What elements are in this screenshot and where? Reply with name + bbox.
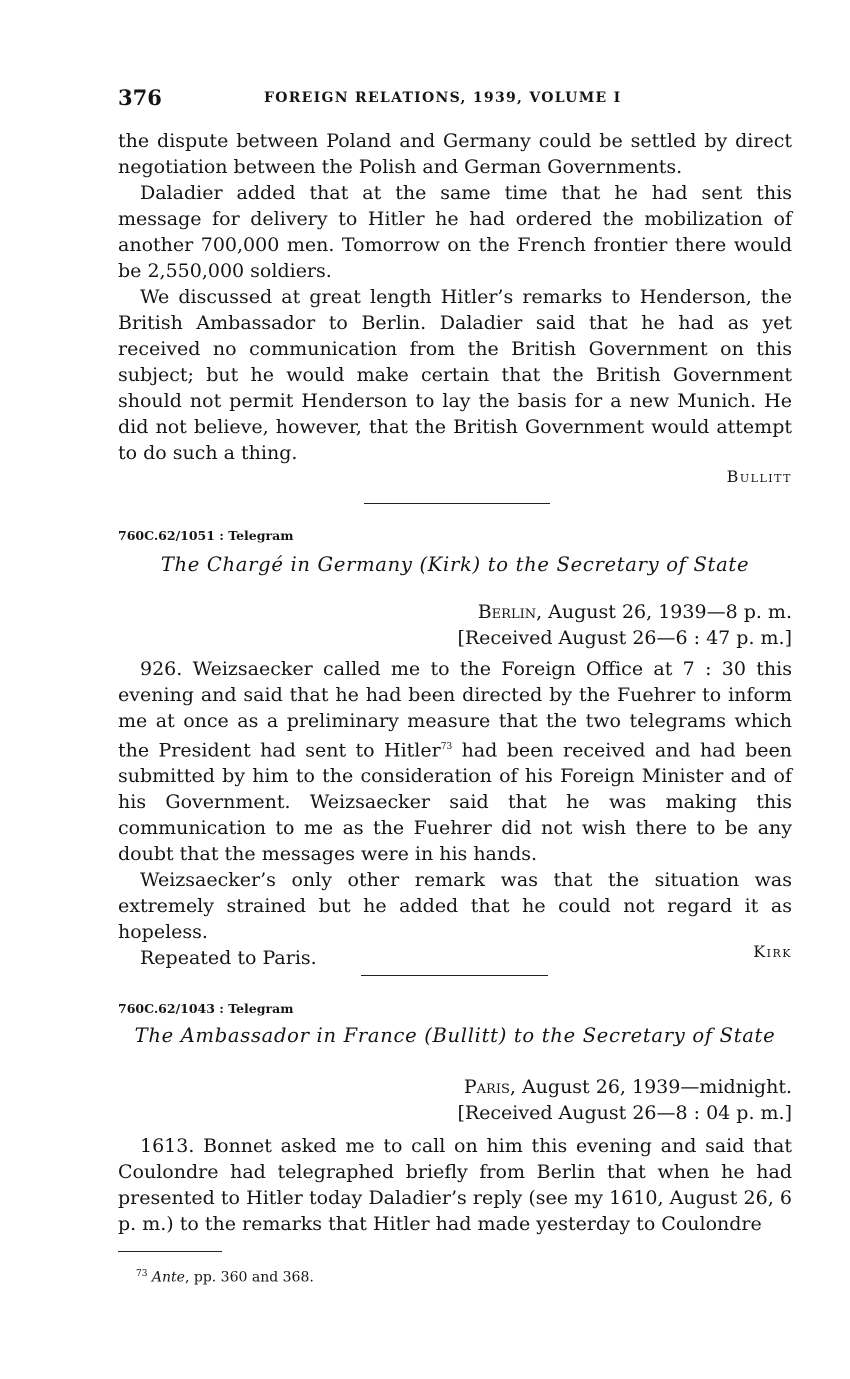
running-title: FOREIGN RELATIONS, 1939, VOLUME I — [264, 90, 622, 106]
footnote-text: , pp. 360 and 368. — [184, 1269, 314, 1286]
dateline — [457, 599, 792, 651]
footnote — [136, 1269, 314, 1286]
paragraph: Daladier added that at the same time that he had sent this message for delivery to Hitler he had ordered the mobilization of another 700,000 men. Tomorrow on the French frontier there would be 2,550,000 soldiers. — [118, 182, 792, 282]
page-number: 376 — [118, 85, 162, 110]
paragraph: Repeated to Paris. — [140, 947, 317, 970]
document-title: The Chargé in Germany (Kirk) to the Secretary of State — [160, 553, 750, 576]
telegram-body — [118, 656, 792, 971]
dateline — [457, 1074, 792, 1126]
file-number: 760C.62/1051 : Telegram — [118, 528, 294, 543]
page-header — [118, 85, 792, 115]
letter-body-continued — [118, 128, 792, 466]
received-line: [Received August 26—8 : 04 p. m.] — [457, 1102, 792, 1124]
file-number: 760C.62/1043 : Telegram — [118, 1001, 294, 1016]
received-line: [Received August 26—6 : 47 p. m.] — [457, 627, 792, 649]
dateline-date: , August 26, 1939—midnight. — [509, 1076, 792, 1098]
telegram-body — [118, 1133, 792, 1237]
footnote-marker: 73 — [136, 1269, 148, 1279]
signature: Bullitt — [726, 467, 792, 486]
section-divider — [361, 975, 548, 976]
section-divider — [364, 503, 550, 504]
document-title: The Ambassador in France (Bullitt) to the Secretary of State — [134, 1024, 776, 1047]
footnote-ref: 73 — [440, 742, 453, 752]
footnote-ref-word: Ante — [151, 1269, 185, 1286]
footnote-rule — [118, 1251, 222, 1252]
paragraph: We discussed at great length Hitler’s remarks to Henderson, the British Ambassador to Berlin. Daladier said that he had as yet received no communication from the British Government on this subject; but he would make certain that the British Government should not permit Henderson to lay the basis for a new Munich. He did not believe, however, that the British Government would attempt to do such a thing. — [118, 286, 792, 464]
dateline-date: , August 26, 1939—8 p. m. — [536, 601, 792, 623]
dateline-place: Paris — [463, 1076, 510, 1098]
paragraph-text: 926. Weizsaecker called me to the Foreign Office at 7 : 30 this evening and said that he had been directed by the Fuehrer to inform me at once as a preliminary measure that the two telegrams which the President had sent to Hitler — [118, 658, 792, 762]
dateline-place: Berlin — [477, 601, 537, 623]
paragraph — [118, 656, 792, 867]
paragraph: Weizsaecker’s only other remark was that the situation was extremely strained but he added that he could not regard it as hopeless. — [118, 869, 792, 944]
paragraph: the dispute between Poland and Germany could be settled by direct negotiation between the Polish and German Governments. — [118, 130, 792, 178]
signature: Kirk — [753, 942, 792, 961]
paragraph-text: had been received and had been submitted by him to the consideration of his Foreign Minister and of his Government. Weizsaecker said that he was making this communication to me as the Fuehrer did not wish there to be any doubt that the messages were in his hands. — [118, 739, 792, 866]
paragraph: 1613. Bonnet asked me to call on him this evening and said that Coulondre had telegraphed briefly from Berlin that when he had presented to Hitler today Daladier’s reply (see my 1610, August 26, 6 p. m.) to the remarks that Hitler had made yesterday to Coulondre — [118, 1135, 792, 1235]
